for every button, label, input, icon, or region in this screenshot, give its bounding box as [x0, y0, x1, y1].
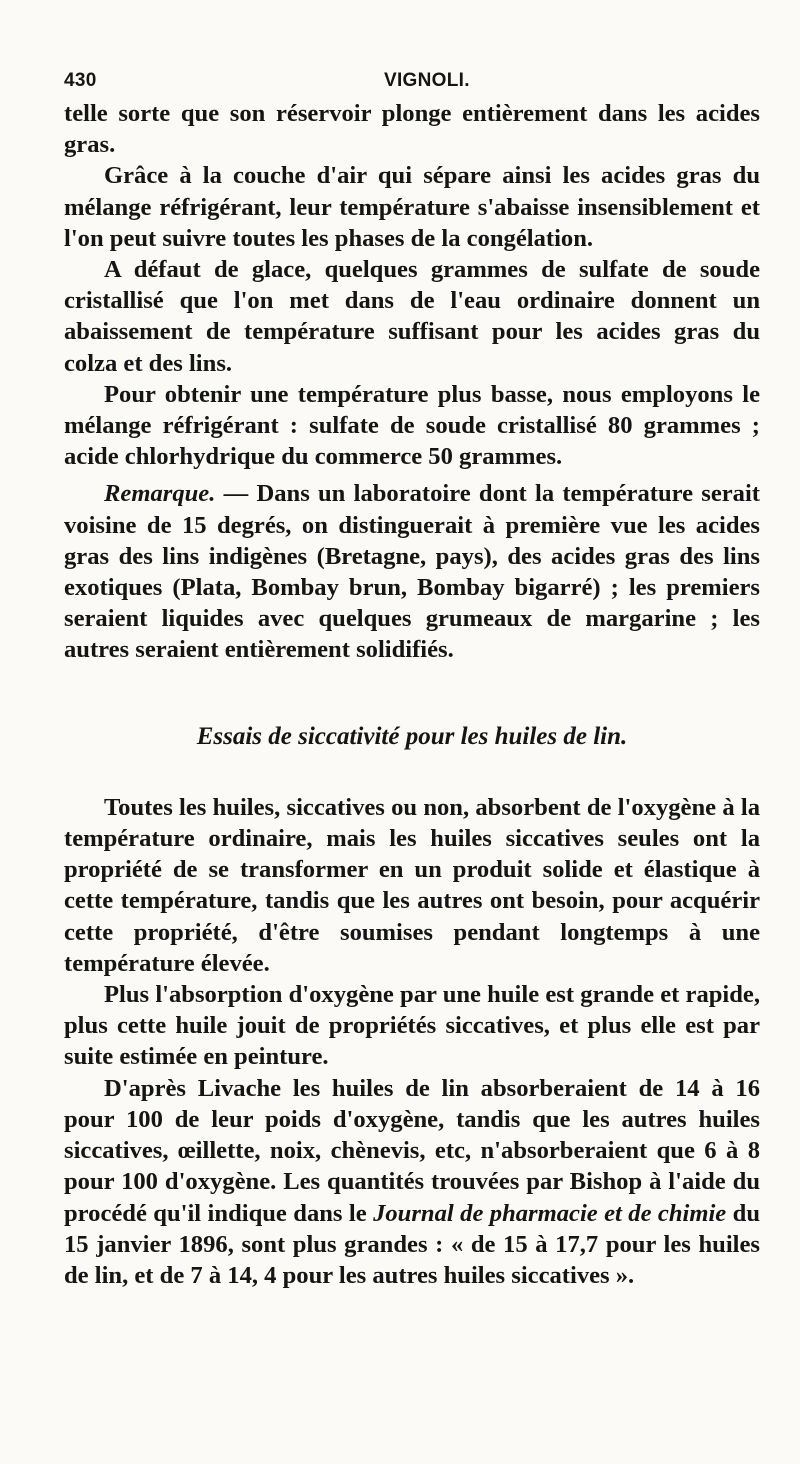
- remarque-label: Remarque.: [104, 480, 216, 508]
- journal-title: Journal de pharmacie et de chimie: [373, 1199, 727, 1227]
- page-number: 430: [64, 70, 97, 91]
- paragraph: Plus l'absorption d'oxygène par une huile est grande et rapide, plus cette huile jouit de propriétés siccatives, et plus elle est par suite estimée en peinture.: [64, 981, 760, 1071]
- paragraph: Pour obtenir une température plus basse, nous employons le mélange réfrigérant : sulfate de soude cristallisé 80 grammes ; acide chlorhydrique du commerce 50 grammes.: [64, 380, 760, 471]
- paragraph: Grâce à la couche d'air qui sépare ainsi les acides gras du mélange réfrigérant, leur température s'abaisse insensiblement et l'on peut suivre toutes les phases de la congélation.: [64, 162, 760, 252]
- paragraph: Toutes les huiles, siccatives ou non, absorbent de l'oxygène à la température ordinaire, mais les huiles siccatives seules ont la propriété de se transformer en un produit solide et élastique à cette température, tandis que les autres ont besoin, pour acquérir cette propriété, d'être soumises pendant longtemps à une température élevée.: [64, 793, 760, 977]
- paragraph-continuation: telle sorte que son réservoir plonge entièrement dans les acides gras.: [64, 100, 760, 159]
- page-header: [64, 64, 760, 98]
- body-text: [64, 98, 760, 1291]
- paragraph-text: du 15 janvier 1896, sont plus grandes : « de 15 à 17,7 pour les huiles de lin, et de 7 à 14, 4 pour les autres huiles siccatives ».: [64, 1199, 761, 1289]
- paragraph: A défaut de glace, quelques grammes de sulfate de soude cristallisé que l'on met dans de l'eau ordinaire donnent un abaissement de température suffisant pour les acides gras du colza et des lins.: [64, 256, 760, 377]
- paragraph-text: D'après Livache les huiles de lin absorberaient de 14 à 16 pour 100 de leur poids d'oxygène, tandis que les autres huiles siccatives, œillette, noix, chènevis, etc, n'absorberaient que 6 à 8 pour 100 d'oxygène. Les quantités trouvées par Bishop à l'aide du procédé qu'il indique dans le: [64, 1074, 760, 1227]
- running-head: VIGNOLI.: [384, 70, 470, 91]
- remarque-paragraph: [64, 478, 760, 665]
- paragraph-last: [64, 1073, 760, 1291]
- remarque-text: — Dans un laboratoire dont la température serait voisine de 15 degrés, on distinguerait à première vue les acides gras des lins indigènes (Bretagne, pays), des acides gras des lins exotiques (Plata, Bombay brun, Bombay bigarré) ; les premiers seraient liquides avec quelques grumeaux de margarine ; les autres seraient entièrement solidifiés.: [64, 480, 760, 664]
- section-heading: Essais de siccativité pour les huiles de lin.: [196, 722, 628, 750]
